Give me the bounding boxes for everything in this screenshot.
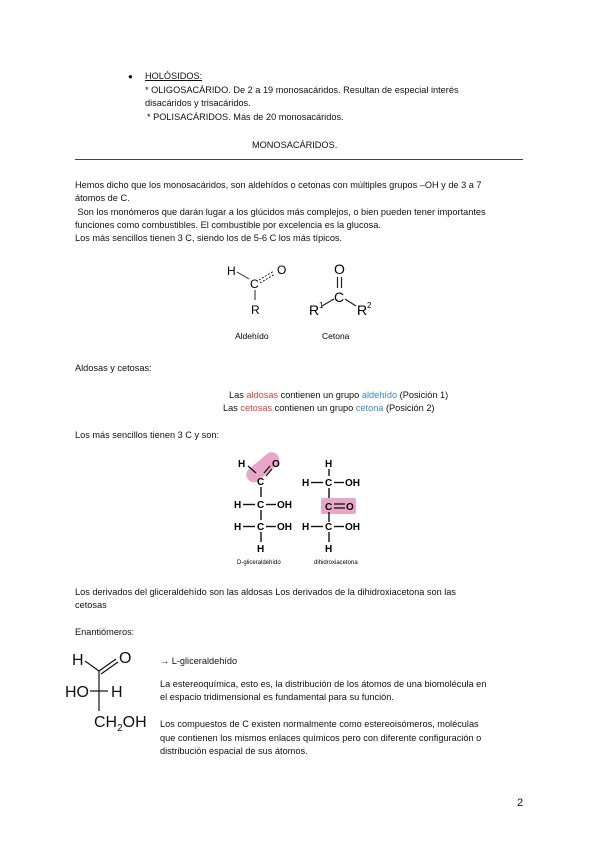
gly-c3: C	[257, 522, 265, 533]
ketone-o-label: O	[334, 261, 345, 277]
dha-c1: C	[325, 478, 333, 489]
cetosas-post: (Posición 2)	[383, 403, 435, 413]
holosidos-line3: * POLISACÁRIDOS. Más de 20 monosacáridos.	[147, 112, 344, 122]
gly-oh3: OH	[277, 522, 292, 533]
enantio-line1: La estereoquímica, esto es, la distribución de los átomos de una biomolécula en	[160, 679, 487, 689]
section-title: MONOSACÁRIDOS.	[252, 140, 338, 150]
ketone-c-label: C	[334, 289, 345, 305]
dha-c3: C	[325, 522, 333, 533]
gly-c1: C	[257, 477, 265, 488]
dha-caption: dihidroxiacetona	[314, 560, 358, 566]
holosidos-line1: * OLIGOSACÁRIDO. De 2 a 19 monosacáridos. Resultan de especial interés	[145, 85, 459, 95]
ketone-caption: Cetona	[322, 331, 350, 341]
enantio-line5: distribución espacial de sus átomos.	[160, 746, 308, 756]
bullet: ●	[128, 72, 133, 81]
aldehyde-structure	[227, 263, 286, 341]
cetosas-term: cetosas	[240, 403, 273, 413]
gly-o: O	[272, 459, 280, 470]
dha-h1: H	[302, 478, 310, 489]
ketone-r2-sup: 2	[367, 301, 372, 310]
dha-h-top: H	[325, 459, 333, 470]
aldosas-term: aldosas	[246, 390, 279, 400]
ketone-r1-label: R	[309, 302, 320, 318]
section-divider	[75, 159, 523, 160]
cetona-term: cetona	[355, 403, 384, 413]
dha-h-bottom: H	[325, 544, 333, 555]
intro-line5: Los más sencillos tienen 3 C, siendo los de 5-6 C los más típicos.	[75, 233, 343, 243]
dha-c2: C	[325, 502, 333, 513]
ketone-structure	[309, 261, 372, 341]
aldehyde-caption: Aldehído	[235, 331, 269, 341]
intro-line4: funciones como combustibles. El combustible por excelencia es la glucosa.	[75, 220, 381, 230]
page-number: 2	[517, 797, 524, 809]
aldehyde-r-label: R	[251, 303, 260, 317]
intro-line2: átomos de C.	[75, 193, 130, 203]
intro-line1: Hemos dicho que los monosacáridos, son aldehídos o cetonas con múltiples grupos –OH y de 3 a 7	[75, 180, 482, 190]
aldehido-term: aldehído	[361, 390, 398, 400]
dha-oh3: OH	[345, 522, 360, 533]
aldehyde-o-label: O	[277, 263, 287, 277]
cetosas-mid: contienen un grupo	[272, 403, 356, 413]
derivados-line2: cetosas	[75, 600, 107, 610]
lg-ch2oh-label: $CH_2OH$	[94, 714, 147, 734]
gly-h2: H	[234, 500, 242, 511]
gly-h-top: H	[238, 459, 246, 470]
lg-h2-label: H	[111, 684, 123, 701]
derivados-line1: Los derivados del gliceraldehído son las aldosas Los derivados de la dihidroxiacetona son las	[75, 587, 457, 597]
gly-caption: D-gliceraldehído	[237, 560, 281, 566]
aldosas-pre: Las	[229, 390, 247, 400]
ketone-r2-label: R	[357, 302, 368, 318]
sencillos-text: Los más sencillos tienen 3 C y son:	[75, 430, 220, 440]
gly-h3: H	[234, 522, 242, 533]
dha-o: O	[346, 502, 354, 513]
aldosas-line	[229, 389, 448, 402]
gly-oh2: OH	[277, 500, 292, 511]
aldehyde-ketone-figure	[215, 252, 395, 347]
intro-line3: Son los monómeros que darán lugar a los glúcidos más complejos, o bien pueden tener importantes	[75, 207, 486, 217]
lg-h-label: H	[72, 652, 84, 669]
gly-c2: C	[257, 500, 265, 511]
aldehyde-h-label: H	[227, 264, 236, 278]
lg-o-label: O	[119, 650, 132, 667]
ketone-r1-sup: 1	[319, 301, 324, 310]
enantio-line3: Los compuestos de C existen normalmente como estereoisómeros, moléculas	[160, 719, 479, 729]
aldosas-post: (Posición 1)	[397, 390, 449, 400]
triose-figure	[228, 450, 378, 570]
l-glyceraldehyde-figure	[62, 643, 157, 738]
enantio-line4: que contienen los mismos enlaces químicos pero con diferente configuración o	[160, 733, 482, 743]
aldosas-heading: Aldosas y cetosas:	[75, 363, 152, 373]
dha-h3: H	[302, 522, 310, 533]
gly-h-bottom: H	[257, 544, 265, 555]
holosidos-heading: HOLÓSIDOS:	[145, 71, 203, 81]
l-glyceraldehyde-label: → L-gliceraldehído	[160, 656, 238, 666]
lg-ho-label: HO	[65, 684, 89, 701]
cetosas-pre: Las	[223, 403, 241, 413]
holosidos-line2: disacáridos y trisacáridos.	[145, 98, 251, 108]
enantiomeros-heading: Enantiómeros:	[75, 627, 135, 637]
dha-oh1: OH	[345, 478, 360, 489]
aldehyde-c-label: C	[250, 277, 259, 291]
aldosas-mid: contienen un grupo	[278, 390, 362, 400]
cetosas-line	[223, 402, 434, 415]
enantio-line2: el espacio tridimensional es fundamental para su función.	[160, 692, 394, 702]
